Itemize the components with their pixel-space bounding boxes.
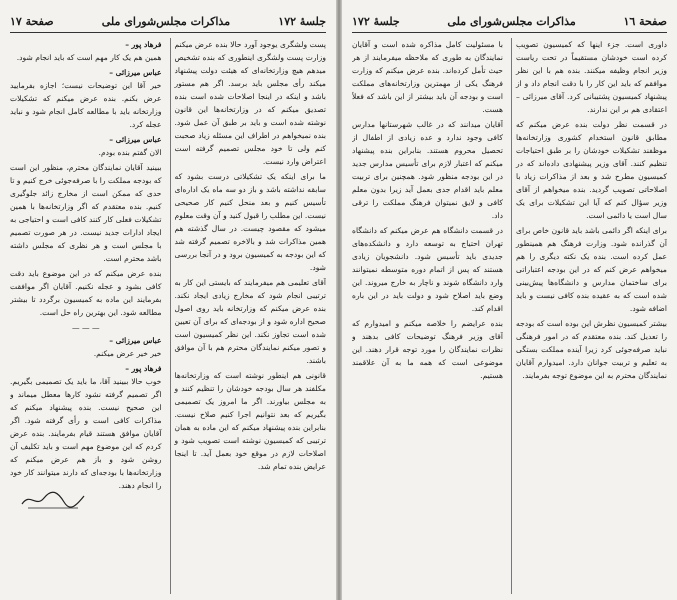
paragraph: خیر آقا این توضیحات نیست؛ اجازه بفرمایید عرض بکنم. بنده عرض میکنم که تشکیلات وزارتخانه باید با مطالعه کامل انجام شود و نباید عجله کرد.	[10, 81, 162, 129]
paragraph: پست ولشگری یوجود آورد حالا بنده عرض میکنم وزارت پست ولشگری اینطوری که بنده تشخیص میدهم هیچ وزارتخانه‌ای که هیئت دولت پیشنهاد میکند رأی مجلس باید برسد. اگر هم مستور باشد و اینکه در اینجا اصلاحات شده است بنده تصدیق میکنم که در وزارتخانه‌ها این قانون نوشته شده است و باید بر طبق آن عمل شود. بنده نمیخواهم در اطراف این مسئله زیاد صحبت کنم ولی تا خود مجلس تصمیم گرفته است اعتراض وارد نیست.	[174, 40, 326, 166]
session-label: جلسهٔ ١٧٢	[278, 14, 326, 28]
speaker-name: فرهاد پور –	[125, 364, 162, 373]
right-page-header	[352, 10, 667, 33]
paragraph: در قسمت نظر دولت بنده عرض میکنم که مطابق قانون استخدام کشوری وزارتخانه‌ها موظفند تشکیلات خودشان را بر طبق احتیاجات تنظیم کنند. آقای وزیر پیشنهادی داده‌اند که در کمیسیون مطرح شد و بعد از مذاکرات زیاد با اصلاحاتی تصویب گردید. بنده میخواهم از آقای وزیر سؤال کنم که آیا این تشکیلات برای یک سال است یا دائمی است.	[516, 120, 667, 220]
signature-mark	[18, 488, 88, 512]
page-header-title: مذاکرات مجلس‌شورای ملی	[101, 14, 231, 28]
paragraph: خوب حالا ببینید آقا، ما باید یک تصمیمی بگیریم. اگر تصمیم گرفته نشود کارها معطل میماند و این صحیح نیست. بنده پیشنهاد میکنم که مذاکرات کافی است و رأی گرفته شود. اگر آقایان موافق هستند قیام بفرمایند. بنده عرض کردم که این موضوع مهم است و باید تکلیف آن روشن شود و باز هم عرض میکنم که وزارتخانه‌ها با بودجه‌ای که دارند میتوانند کار خود را انجام دهند.	[10, 377, 162, 490]
paragraph: بنده عرایضم را خلاصه میکنم و امیدوارم که آقای وزیر فرهنگ توضیحات کافی بدهند و نظرات نمایندگان را مورد توجه قرار دهند. این موضوعی است که همه ما به آن علاقمند هستیم.	[352, 319, 503, 380]
text-column-right	[511, 38, 667, 594]
paragraph: در قسمت دانشگاه هم عرض میکنم که دانشگاه تهران احتیاج به توسعه دارد و دانشکده‌های جدیدی باید تأسیس شود. دانشجویان زیادی هستند که پس از اتمام دوره متوسطه نمیتوانند وارد دانشگاه شوند و ناچار به خارج میروند. این وضع باید اصلاح شود و دولت باید در این باره اقدام کند.	[352, 226, 503, 313]
paragraph: آقایان میدانند که در غالب شهرستانها مدارس کافی وجود ندارد و عده زیادی از اطفال از تحصیل محروم هستند. بنابراین بنده پیشنهاد میکنم که اعتبار لازم برای تأسیس مدارس جدید در این بودجه منظور شود. همچنین برای تربیت معلم باید اقدام جدی بعمل آید زیرا بدون معلم کافی و لایق نمیتوان فرهنگ مملکت را ترقی داد.	[352, 120, 503, 220]
left-page-header	[10, 10, 326, 33]
text-column-left	[352, 38, 503, 594]
paragraph: ببینید آقایان نمایندگان محترم، منظور این است که بودجه مملکت را با صرفه‌جوئی خرج کنیم و تا حدی که ممکن است از مخارج زائد جلوگیری کنیم. بنده معتقدم که اگر وزارتخانه‌ها با همین تشکیلات فعلی کار کنند کافی است و احتیاجی به ایجاد ادارات جدید نیست. در هر صورت تصمیم با مجلس است و هر نظری که مجلس داشته باشد محترم است.	[10, 163, 162, 263]
paragraph: برای اینکه اگر دائمی باشد باید قانون خاص برای آن گذرانده شود. وزارت فرهنگ هم همینطور عمل کرده است. بنده یک نکته دیگری را هم میخواهم عرض کنم که در این بودجه اعتباراتی برای ساختمان مدارس و دانشگاه‌ها پیش‌بینی شده است که به عقیده بنده کافی نیست و باید اضافه شود.	[516, 226, 667, 313]
right-page-body	[352, 38, 667, 594]
paragraph: ما برای اینکه یک تشکیلاتی درست بشود که سابقه نداشته باشد و باز دو سه ماه یک اداره‌ای تأسیس کنیم و بعد منحل کنیم کار صحیحی نیست. این مطلب را قبول کنید و آن وقت معلوم میشود که مقصود چیست. در سال گذشته هم همین مذاکرات شد و بالاخره تصمیم گرفته شد که این بودجه به کمیسیون برود و در آنجا بررسی شود.	[174, 172, 326, 272]
paragraph: بنده عرض میکنم که در این موضوع باید دقت کافی بشود و عجله نکنیم. آقایان اگر موافقت بفرمایند این ماده به کمیسیون برگردد تا بیشتر مطالعه شود. این بهترین راه حل است.	[10, 269, 162, 317]
paragraph: آقای تعلیمی هم میفرمایند که بایستی این کار به ترتیبی انجام شود که مخارج زیادی ایجاد نکند. بنده عرض میکنم که وزارتخانه باید روی اصول صحیح اداره شود و از بودجه‌ای که برای آن تعیین شده است تجاوز نکند. این نظر کمیسیون است و تصور میکنم نمایندگان محترم هم با آن موافق باشند.	[174, 278, 326, 365]
separator: — — —	[71, 323, 100, 332]
paragraph: بیشتر کمیسیون نظرش این بوده است که بودجه را تعدیل کند. بنده معتقدم که در امور فرهنگی نباید صرفه‌جوئی کرد زیرا آینده مملکت بستگی به تعلیم و تربیت جوانان دارد. امیدوارم آقایان نمایندگان محترم به این موضوع توجه بفرمایند.	[516, 319, 667, 380]
page-header-title: مذاکرات مجلس‌شورای ملی	[447, 14, 576, 28]
page-number: صفحة ١٦	[623, 14, 667, 28]
left-page	[0, 0, 336, 600]
paragraph: با مسئولیت کامل مذاکره شده است و آقایان نمایندگان به طوری که ملاحظه میفرمایند از هر حیث تأمل کرده‌اند. بنده عرض میکنم که وزارت فرهنگ یکی از مهمترین وزارتخانه‌های مملکت است و بودجه آن باید بیشتر از این باشد که فعلاً هست.	[352, 40, 503, 114]
speaker-name: عباس میرزائی –	[109, 68, 162, 77]
page-number: صفحة ١٧	[10, 14, 54, 28]
session-label: جلسهٔ ١٧٢	[352, 14, 400, 28]
paragraph: خیر خیر عرض میکنم.	[93, 349, 162, 358]
paragraph: همین هم یک کار مهم است که باید انجام شود.	[16, 53, 162, 62]
text-column-right	[170, 38, 327, 594]
speaker-name: فرهاد پور –	[125, 40, 162, 49]
speaker-name: عباس میرزائی –	[109, 135, 162, 144]
speaker-name: عباس میرزائی –	[109, 336, 162, 345]
right-page	[342, 0, 677, 600]
paragraph: داوری است. جزء اینها که کمیسیون تصویب کرده است خودشان مستقیماً در تحت ریاست وزیر انجام وظیفه میکنند. بنده هم با این نظر موافقم که باید این کار را با دقت انجام داد و از پیشنهاد کمیسیون پشتیبانی کرد. آقای میرزائی – اعتقادی هم بر این ندارند.	[516, 40, 667, 114]
paragraph: قانونی هم اینطور نوشته است که وزارتخانه‌ها مکلفند هر سال بودجه خودشان را تنظیم کنند و به مجلس بیاورند. اگر ما امروز یک تصمیمی بگیریم که بعد نتوانیم اجرا کنیم صلاح نیست. بنابراین بنده پیشنهاد میکنم که این ماده به همان ترتیبی که کمیسیون نوشته است تصویب شود و اصلاحات لازم در موقع خود بعمل آید. تا اینجا عرایض بنده تمام شد.	[174, 371, 326, 471]
paragraph: الان گفتم بنده بودم.	[98, 148, 162, 157]
